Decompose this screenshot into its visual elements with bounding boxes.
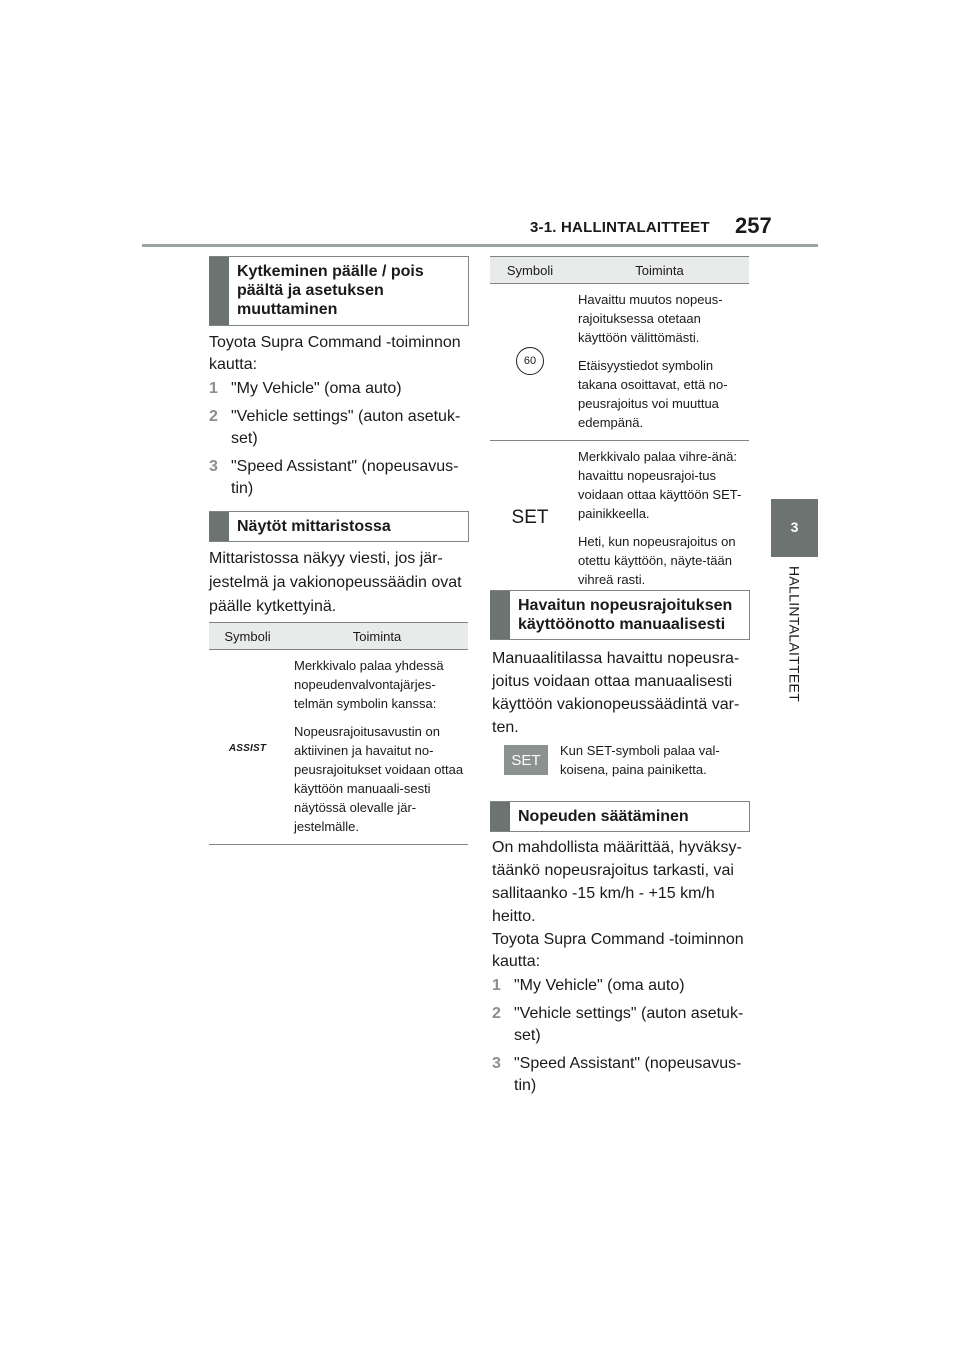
steps-list (492, 975, 754, 1097)
speed-paragraph: On mahdollista määrittää, hyväksy-täänkö nopeusrajoitus tarkasti, vai sallitaanko -15 km/h - +15 km/h heitto. (492, 839, 742, 925)
heading-switch-on-off (209, 256, 469, 326)
header-divider (142, 244, 818, 247)
section-title: 3-1. HALLINTALAITTEET (530, 219, 710, 236)
table-row (209, 650, 468, 845)
set-note (504, 741, 754, 779)
column-header: Symboli (490, 257, 570, 284)
intro-paragraph: Toyota Supra Command -toiminnon kautta: (492, 931, 744, 970)
table-header-row (490, 257, 749, 284)
table-row (490, 284, 749, 441)
action-cell: Merkkivalo palaa yhdessä nopeudenvalvontajärjes-telmän symbolin kanssa: Nopeusrajoitusavustin on aktiivinen ja havaitut no-peusrajoitukset voidaan ottaa käyttöön manuaali-sesti näytössä olevalle jär-jestelmälle. (286, 650, 468, 845)
list-item: 3 "Speed Assistant" (nopeusavus-tin) (209, 458, 459, 497)
chapter-number: 3 (790, 519, 799, 535)
manual-paragraph: Manuaalitilassa havaittu nopeusra-joitus voidaan ottaa manuaalisesti käyttöön vakionopeussäädintä var-ten. (492, 650, 740, 736)
table-header-row (209, 623, 468, 650)
action-cell: Havaittu muutos nopeus-rajoituksessa otetaan käyttöön välittömästi. Etäisyystiedot symbolin takana osoittavat, että no-peusrajoitus voi muuttua edempänä. (570, 284, 749, 441)
heading-text: Kytkeminen päälle / pois päältä ja asetuksen muuttaminen (237, 263, 424, 318)
list-item: 1 "My Vehicle" (oma auto) (209, 380, 402, 397)
heading-text: Nopeuden säätäminen (518, 808, 689, 825)
chapter-label: HALLINTALAITTEET (786, 566, 803, 703)
heading-text: Näytöt mittaristossa (237, 518, 391, 535)
page-number: 257 (735, 213, 772, 238)
heading-text: Havaitun nopeusrajoituksen käyttöönotto manuaalisesti (518, 597, 733, 633)
assist-icon: ASSIST (228, 742, 267, 754)
symbol-cell (209, 650, 286, 845)
set-icon: SET (511, 507, 549, 528)
intro-paragraph: Toyota Supra Command -toiminnon kautta: (209, 334, 461, 373)
symbol-table-left (209, 622, 468, 845)
heading-displays (209, 511, 469, 542)
list-item: 2 "Vehicle settings" (auton asetuk-set) (492, 1005, 744, 1044)
list-item: 3 "Speed Assistant" (nopeusavus-tin) (492, 1055, 742, 1094)
speed-limit-60-icon: 60 (516, 347, 544, 375)
column-header: Toiminta (570, 257, 749, 284)
symbol-cell (490, 441, 570, 598)
set-note-text: Kun SET-symboli palaa val-koisena, paina painiketta. (560, 743, 720, 777)
symbol-cell (490, 284, 570, 441)
list-item: 1 "My Vehicle" (oma auto) (492, 977, 685, 994)
column-header: Toiminta (286, 623, 468, 650)
heading-speed-adjust (490, 801, 750, 832)
steps-list (209, 378, 469, 500)
symbol-table-right (490, 256, 749, 598)
column-header: Symboli (209, 623, 286, 650)
displays-paragraph: Mittaristossa näkyy viesti, jos jär-jestelmä ja vakionopeussäädin ovat päälle kytkettyinä. (209, 550, 462, 615)
chapter-tab (771, 499, 818, 557)
heading-manual-adoption (490, 590, 750, 640)
action-cell: Merkkivalo palaa vihre-änä: havaittu nopeusrajoi-tus voidaan ottaa käyttöön SET-painikkeella. Heti, kun nopeusrajoitus on otettu käyttöön, näyte-tään vihreä rasti. (570, 441, 749, 598)
list-item: 2 "Vehicle settings" (auton asetuk-set) (209, 408, 461, 447)
table-row (490, 441, 749, 598)
set-button-icon: SET (504, 745, 548, 775)
